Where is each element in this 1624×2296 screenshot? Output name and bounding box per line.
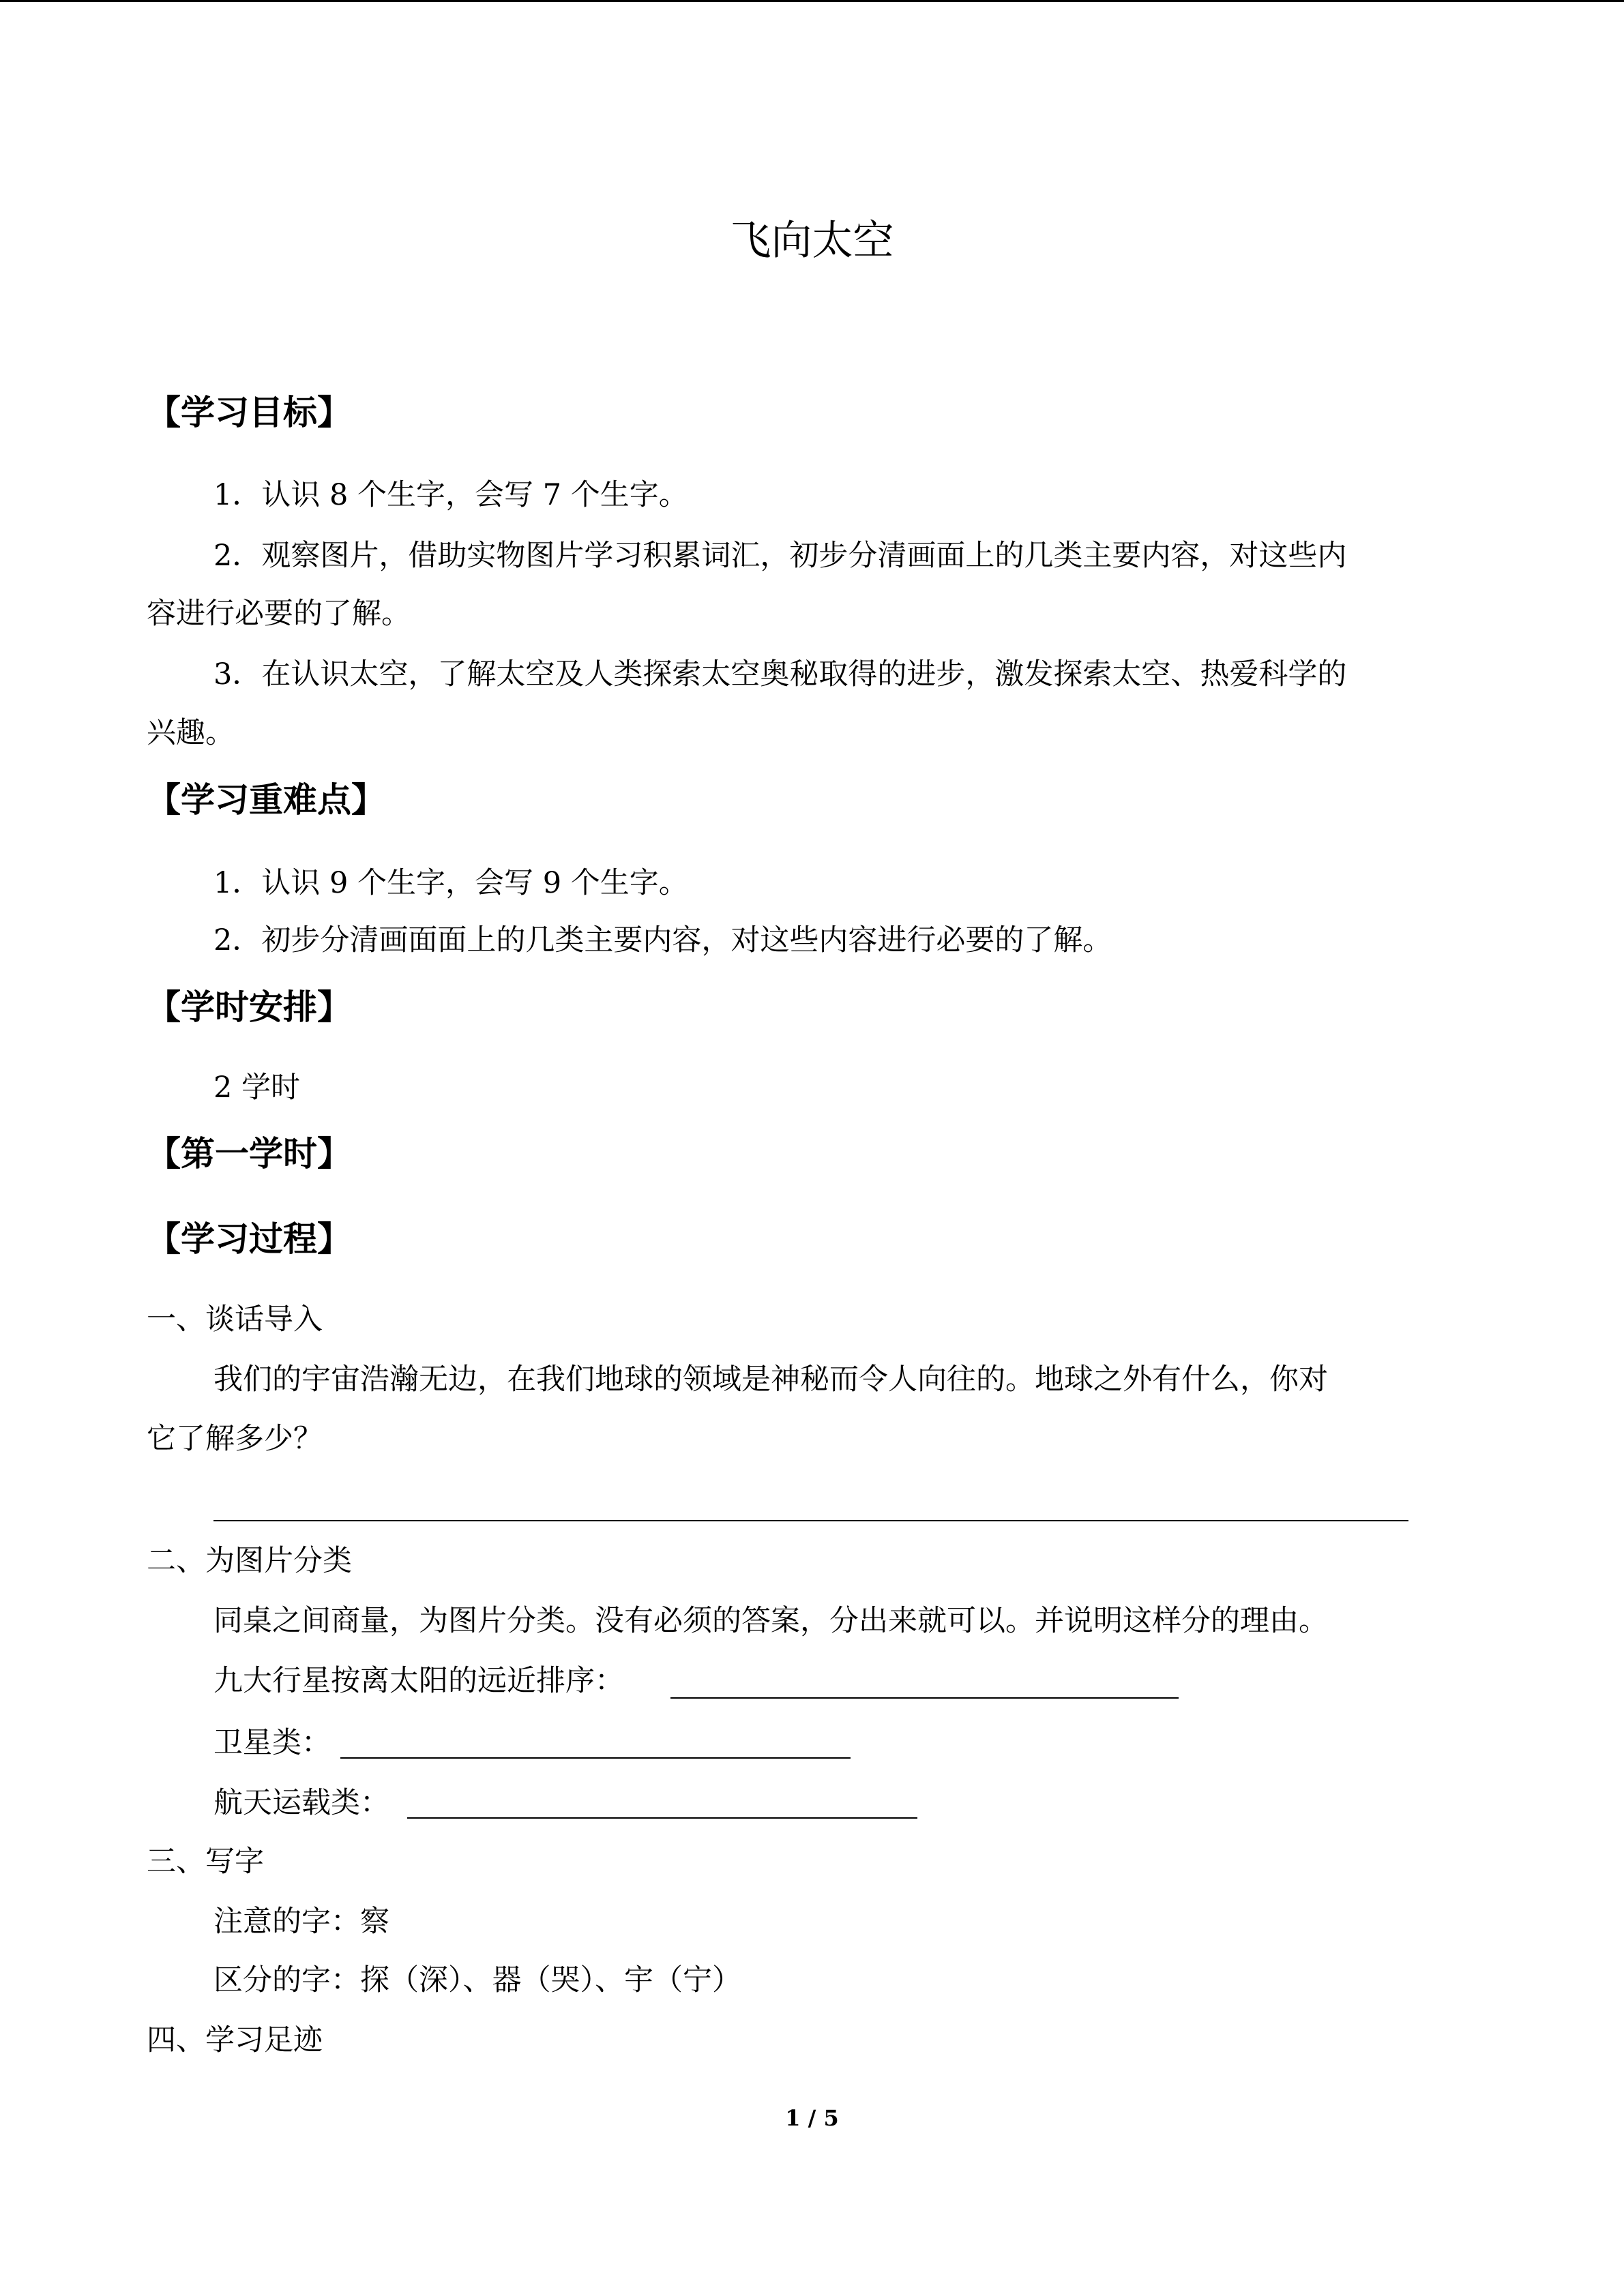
heading-key-points: 【学习重难点】 [147,780,385,820]
key-point-1: 1．认识 9 个生字，会写 9 个生字。 [213,866,688,900]
spacecraft-label: 航天运载类： [213,1786,389,1820]
satellite-label: 卫星类： [213,1726,331,1760]
part1-line-1: 我们的宇宙浩瀚无边，在我们地球的领域是神秘而令人向往的。地球之外有什么，你对 [213,1362,1328,1397]
part4-title: 四、学习足迹 [147,2023,323,2057]
part2-intro: 同桌之间商量，为图片分类。没有必须的答案，分出来就可以。并说明这样分的理由。 [213,1604,1328,1638]
goal-item-2-cont: 容进行必要的了解。 [147,597,411,631]
goal-item-2: 2．观察图片，借助实物图片学习积累词汇，初步分清画面上的几类主要内容，对这些内 [213,539,1347,573]
part3-attention: 注意的字：察 [213,1905,389,1939]
page-top-border [0,0,1624,2]
page-number: 1 / 5 [785,2105,839,2131]
answer-blank-planets [670,1697,1179,1699]
part1-line-2: 它了解多少？ [147,1422,323,1456]
goal-item-3: 3．在认识太空，了解太空及人类探索太空奥秘取得的进步，激发探索太空、热爱科学的 [213,657,1347,691]
schedule-text: 2 学时 [213,1071,301,1105]
part3-title: 三、写字 [147,1845,264,1879]
answer-blank-satellite [340,1757,851,1759]
heading-schedule: 【学时安排】 [147,987,351,1027]
document-title: 飞向太空 [730,217,894,265]
part3-distinguish: 区分的字：探（深）、器（哭）、宇（宁） [213,1963,741,1997]
heading-first-period: 【第一学时】 [147,1134,351,1174]
key-point-2: 2．初步分清画面面上的几类主要内容，对这些内容进行必要的了解。 [213,923,1112,957]
heading-learning-process: 【学习过程】 [147,1219,351,1259]
heading-learning-goals: 【学习目标】 [147,393,351,432]
planets-label: 九大行星按离太阳的远近排序： [213,1664,624,1698]
goal-item-3-cont: 兴趣。 [147,716,235,750]
part1-title: 一、谈话导入 [147,1302,323,1337]
part2-title: 二、为图片分类 [147,1544,352,1578]
answer-blank-spacecraft [407,1817,917,1819]
goal-item-1: 1．认识 8 个生字，会写 7 个生字。 [213,478,688,512]
answer-blank-part1 [213,1520,1408,1521]
